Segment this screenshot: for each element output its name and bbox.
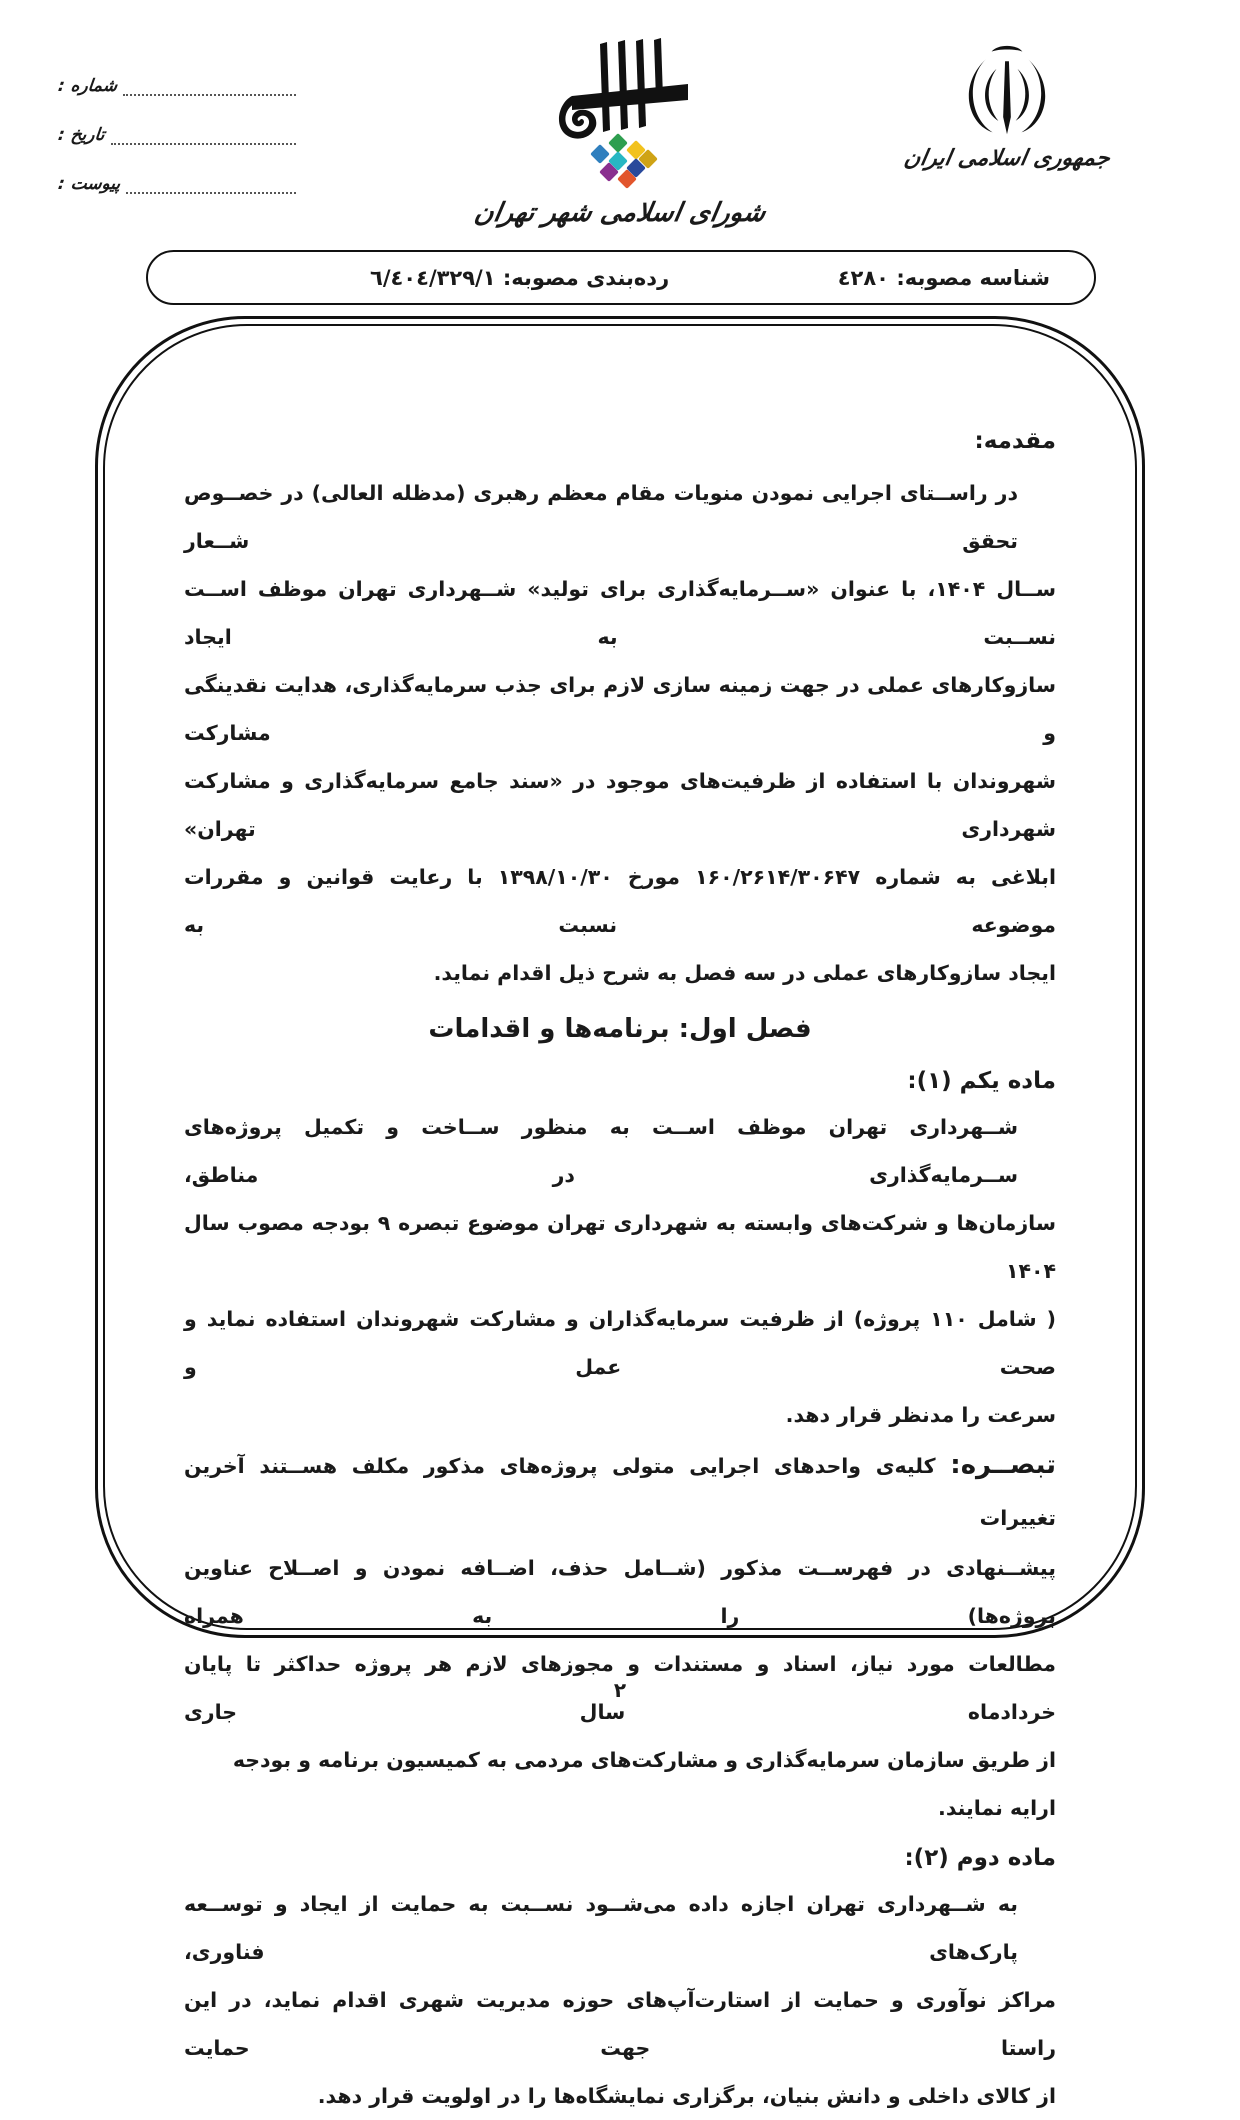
state-name-calligraphy: جمهوری اسلامی ایران bbox=[902, 146, 1112, 171]
allah-emblem-icon bbox=[948, 42, 1066, 142]
date-dotted-line bbox=[111, 131, 296, 145]
chapter-one-heading: فصل اول: برنامه‌ها و اقدامات bbox=[428, 1014, 812, 1044]
council-name-calligraphy: شورای اسلامی شهر تهران bbox=[472, 198, 768, 228]
resolution-id bbox=[838, 266, 1050, 290]
note-line bbox=[184, 1439, 1056, 1544]
resolution-classification bbox=[370, 266, 669, 290]
resolution-classification-value: ٦/٤٠٤/٣٢٩/١ bbox=[370, 265, 496, 290]
meta-fields bbox=[58, 72, 296, 219]
council-logo-mark-icon bbox=[550, 38, 690, 142]
council-logo-diamonds-icon bbox=[585, 136, 655, 192]
note-label: تبصــره: bbox=[950, 1450, 1056, 1480]
note-line: از طریق سازمان سرمایه‌گذاری و مشارکت‌های مردمی به کمیسیون برنامه و بودجه ارایه نمایند. bbox=[232, 1748, 1056, 1820]
field-attachment bbox=[58, 170, 296, 194]
number-label: شماره : bbox=[56, 76, 119, 96]
resolution-id-value: ٤٢٨٠ bbox=[837, 265, 889, 290]
note-line: مطالعات مورد نیاز، اسناد و مستندات و مجوزهای لازم هر پروژه حداکثر تا پایان خردادماه سال جاری bbox=[184, 1652, 1056, 1724]
intro-line: ســال ۱۴۰۴، با عنوان «ســرمایه‌گذاری برای تولید» شــهرداری تهران موظف اســت نســبت به ایجاد bbox=[184, 577, 1056, 649]
intro-line: ایجاد سازوکارهای عملی در سه فصل به شرح ذیل اقدام نماید. bbox=[433, 961, 1056, 985]
article-two-heading: ماده دوم (۲): bbox=[904, 1845, 1056, 1871]
article-two-line: به شــهرداری تهران اجازه داده می‌شــود نســبت به حمایت از ایجاد و توســعه پارک‌های فناوری، bbox=[184, 1892, 1018, 1964]
article-one-line: سرعت را مدنظر قرار دهد. bbox=[785, 1403, 1056, 1427]
council-logo bbox=[455, 38, 785, 228]
article-one-line: ( شامل ۱۱۰ پروژه) از ظرفیت سرمایه‌گذاران و مشارکت شهروندان استفاده نماید و صحت عمل و bbox=[184, 1307, 1057, 1379]
article-one-line: سازمان‌ها و شرکت‌های وابسته به شهرداری تهران موضوع تبصره ۹ بودجه مصوب سال ۱۴۰۴ bbox=[184, 1211, 1056, 1283]
iran-emblem bbox=[892, 42, 1122, 171]
number-dotted-line bbox=[123, 82, 296, 96]
intro-line: شهروندان با استفاده از ظرفیت‌های موجود در «سند جامع سرمایه‌گذاری و مشارکت شهرداری تهران» bbox=[184, 769, 1056, 841]
intro-line: در راســتای اجرایی نمودن منویات مقام معظم رهبری (مدظله العالی) در خصــوص تحقق شــعار bbox=[184, 481, 1018, 553]
letterhead bbox=[0, 0, 1240, 240]
resolution-classification-label: رده‌بندی مصوبه: bbox=[502, 265, 670, 290]
intro-line: ابلاغی به شماره ۱۶۰/۲۶۱۴/۳۰۶۴۷ مورخ ۱۳۹۸/۱۰/۳۰ با رعایت قوانین و مقررات موضوعه نسبت به bbox=[184, 865, 1057, 937]
date-label: تاریخ : bbox=[56, 125, 106, 145]
resolution-body bbox=[98, 319, 1142, 2108]
attachment-dotted-line bbox=[126, 180, 296, 194]
attachment-label: پیوست : bbox=[56, 174, 122, 194]
note-line: پیشــنهادی در فهرســت مذکور (شــامل حذف، اضــافه نمودن و اصــلاح عناوین پروژه‌ها) را به همراه bbox=[184, 1556, 1056, 1628]
article-two-line: مراکز نوآوری و حمایت از استارت‌آپ‌های حوزه مدیریت شهری اقدام نماید، در این راستا جهت حمایت bbox=[184, 1988, 1056, 2060]
article-one-line: شــهرداری تهران موظف اســت به منظور ســاخت و تکمیل پروژه‌های ســرمایه‌گذاری در مناطق، bbox=[184, 1115, 1018, 1187]
article-two-line: از کالای داخلی و دانش بنیان، برگزاری نمایشگاه‌ها را در اولویت قرار دهد. bbox=[317, 2084, 1056, 2108]
reference-bar bbox=[146, 250, 1096, 305]
page-number: ۲ bbox=[613, 1678, 627, 1702]
field-number bbox=[58, 72, 296, 96]
note-text: کلیه‌ی واحدهای اجرایی متولی پروژه‌های مذکور مکلف هســتند آخرین تغییرات bbox=[184, 1454, 1056, 1530]
resolution-id-label: شناسه مصوبه: bbox=[896, 265, 1050, 290]
intro-line: سازوکارهای عملی در جهت زمینه سازی لازم برای جذب سرمایه‌گذاری، هدایت نقدینگی و مشارکت bbox=[184, 673, 1056, 745]
field-date bbox=[58, 121, 296, 145]
introduction-heading: مقدمه: bbox=[974, 428, 1056, 454]
article-one-heading: ماده یکم (۱): bbox=[907, 1068, 1056, 1094]
resolution-body-frame bbox=[95, 316, 1145, 2108]
